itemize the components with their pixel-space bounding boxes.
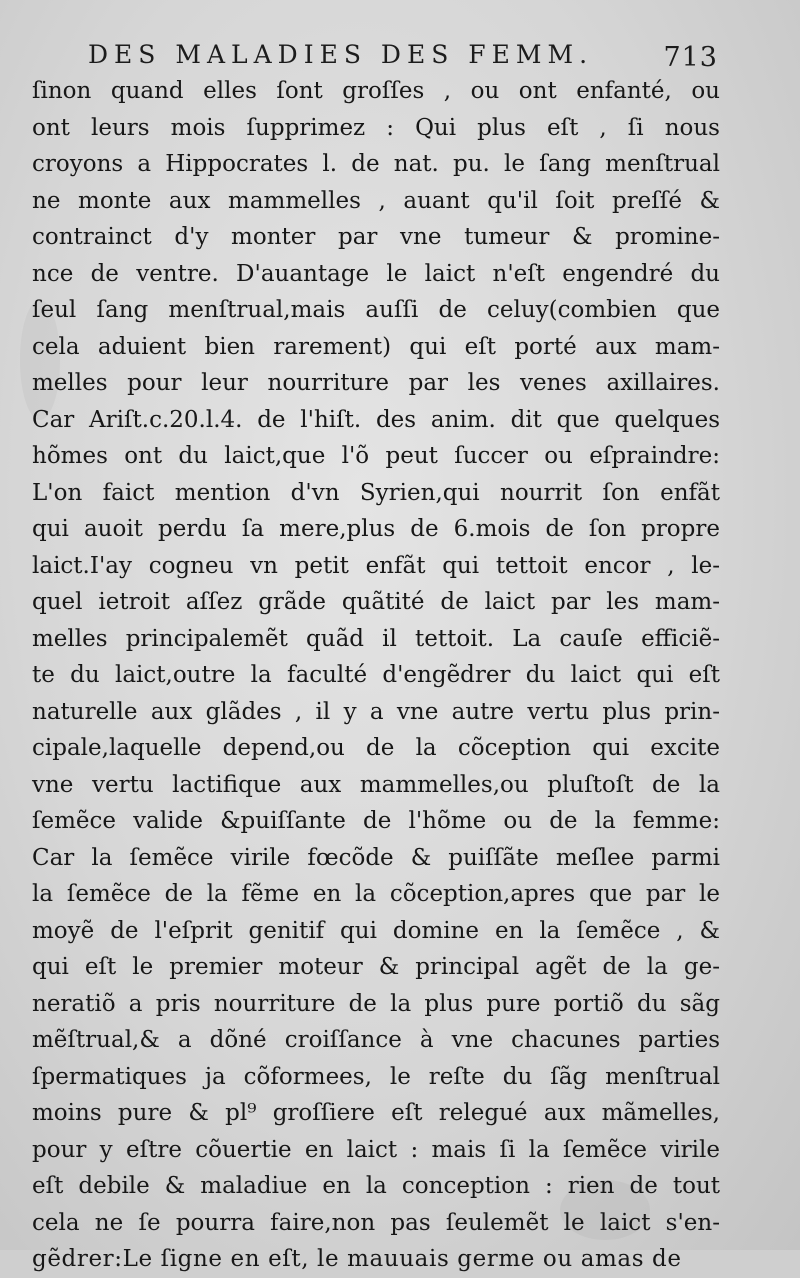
text-line: moins pure & pl⁹ groſſiere eſt relegué aux mãmelles,	[32, 1100, 720, 1126]
text-line: cipale,laquelle depend,ou de la cõception qui excite	[32, 735, 720, 761]
text-line: ſpermatiques ja cõformees, le reſte du ſãg menſtrual	[32, 1063, 720, 1090]
text-line: pour y eſtre cõuertie en laict : mais ſi la ſemẽce virile	[32, 1136, 720, 1163]
text-line: qui auoit perdu ſa mere,plus de 6.mois de ſon propre	[32, 516, 720, 542]
text-line: croyons a Hippocrates l. de nat. pu. le ſang menſtrual	[32, 151, 720, 177]
text-line: quel ietroit aſſez grãde quãtité de laict par les mam-	[32, 589, 720, 615]
page-number: 713	[663, 42, 718, 73]
text-line: vne vertu lactifique aux mammelles,ou pluſtoſt de la	[32, 771, 720, 798]
text-line: ont leurs mois ſupprimez : Qui plus eſt , ſi nous	[32, 114, 720, 141]
text-line: hõmes ont du laict,que l'õ peut ſuccer ou eſpraindre:	[32, 443, 720, 469]
text-line: Car la ſemẽce virile fœcõde & puiſſãte meſlee parmi	[32, 844, 720, 871]
text-line: qui eſt le premier moteur & principal agẽt de la ge-	[32, 954, 720, 980]
text-line: L'on faict mention d'vn Syrien,qui nourrit ſon enfãt	[32, 479, 720, 506]
body-text	[32, 73, 720, 1278]
text-line: moyẽ de l'eſprit genitif qui domine en la ſemẽce , &	[32, 917, 720, 944]
text-line: eſt debile & maladiue en la conception : rien de tout	[32, 1173, 720, 1199]
text-line: naturelle aux glãdes , il y a vne autre vertu plus prin-	[32, 698, 720, 725]
text-line: gẽdrer:Le ſigne en eſt, le mauuais germe ou amas de	[32, 1246, 682, 1272]
text-line: melles pour leur nourriture par les venes axillaires.	[32, 370, 720, 396]
text-line: mẽſtrual,& a dõné croiſſance à vne chacunes parties	[32, 1027, 720, 1053]
text-line: ſinon quand elles ſont groſſes , ou ont enfanté, ou	[32, 78, 720, 104]
text-line: melles principalemẽt quãd il tettoit. La cauſe efficiẽ-	[32, 625, 720, 652]
text-line: te du laict,outre la faculté d'engẽdrer du laict qui eſt	[32, 662, 720, 688]
text-line: cela aduient bien rarement) qui eſt porté aux mam-	[32, 333, 720, 360]
text-line: contrainct d'y monter par vne tumeur & promine-	[32, 224, 720, 250]
text-line: la ſemẽce de la fẽme en la cõception,apres que par le	[32, 881, 720, 907]
running-title: DES MALADIES DES FEMM.	[88, 40, 594, 69]
text-line: laict.I'ay cogneu vn petit enfãt qui tettoit encor , le-	[32, 552, 720, 579]
text-line: ne monte aux mammelles , auant qu'il ſoit preſſé &	[32, 187, 720, 214]
text-line: ſeul ſang menſtrual,mais auſſi de celuy(combien que	[32, 297, 720, 323]
text-line: ſemẽce valide &puiſſante de l'hõme ou de la femme:	[32, 808, 720, 834]
text-line: Car Ariſt.c.20.l.4. de l'hiſt. des anim. dit que quelques	[32, 406, 720, 433]
text-line: nce de ventre. D'auantage le laict n'eſt engendré du	[32, 260, 720, 287]
text-line: cela ne ſe pourra faire,non pas ſeulemẽt le laict s'en-	[32, 1209, 720, 1236]
text-line: neratiõ a pris nourriture de la plus pure portiõ du sãg	[32, 990, 720, 1017]
